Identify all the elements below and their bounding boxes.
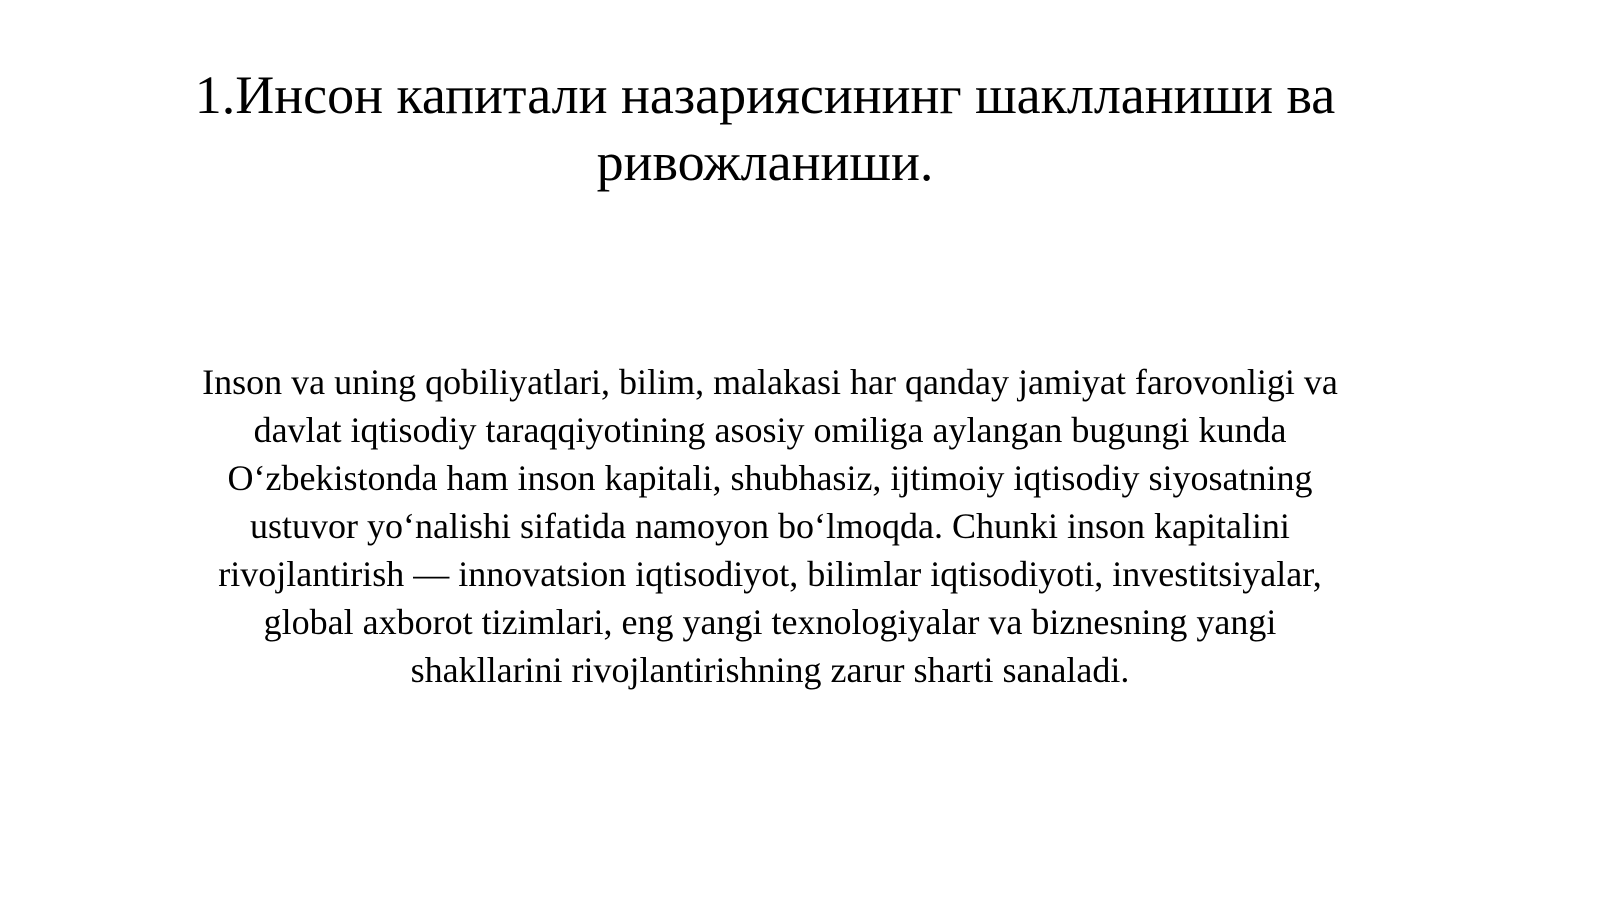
slide-title xyxy=(190,62,1340,196)
slide-title-line: ривожланиши. xyxy=(596,132,934,192)
body-text-line: global axborot tizimlari, eng yangi texnologiyalar va biznesning yangi xyxy=(263,602,1277,642)
body-text-line: rivojlantirish — innovatsion iqtisodiyot, bilimlar iqtisodiyoti, investitsiyalar, xyxy=(218,554,1322,594)
slide-title-line: 1.Инсон капитали назариясининг шаклланиши ва xyxy=(194,65,1336,125)
slide-body-text xyxy=(110,358,1430,694)
body-text-line: Inson va uning qobiliyatlari, bilim, malakasi har qanday jamiyat farovonligi va xyxy=(202,362,1338,402)
body-text-line: shakllarini rivojlantirishning zarur sharti sanaladi. xyxy=(410,650,1130,690)
body-text-line: davlat iqtisodiy taraqqiyotining asosiy omiliga aylangan bugungi kunda xyxy=(253,410,1287,450)
body-text-line: ustuvor yo‘nalishi sifatida namoyon bo‘lmoqda. Chunki inson kapitalini xyxy=(250,506,1290,546)
body-text-line: O‘zbekistonda ham inson kapitali, shubhasiz, ijtimoiy iqtisodiy siyosatning xyxy=(227,458,1313,498)
